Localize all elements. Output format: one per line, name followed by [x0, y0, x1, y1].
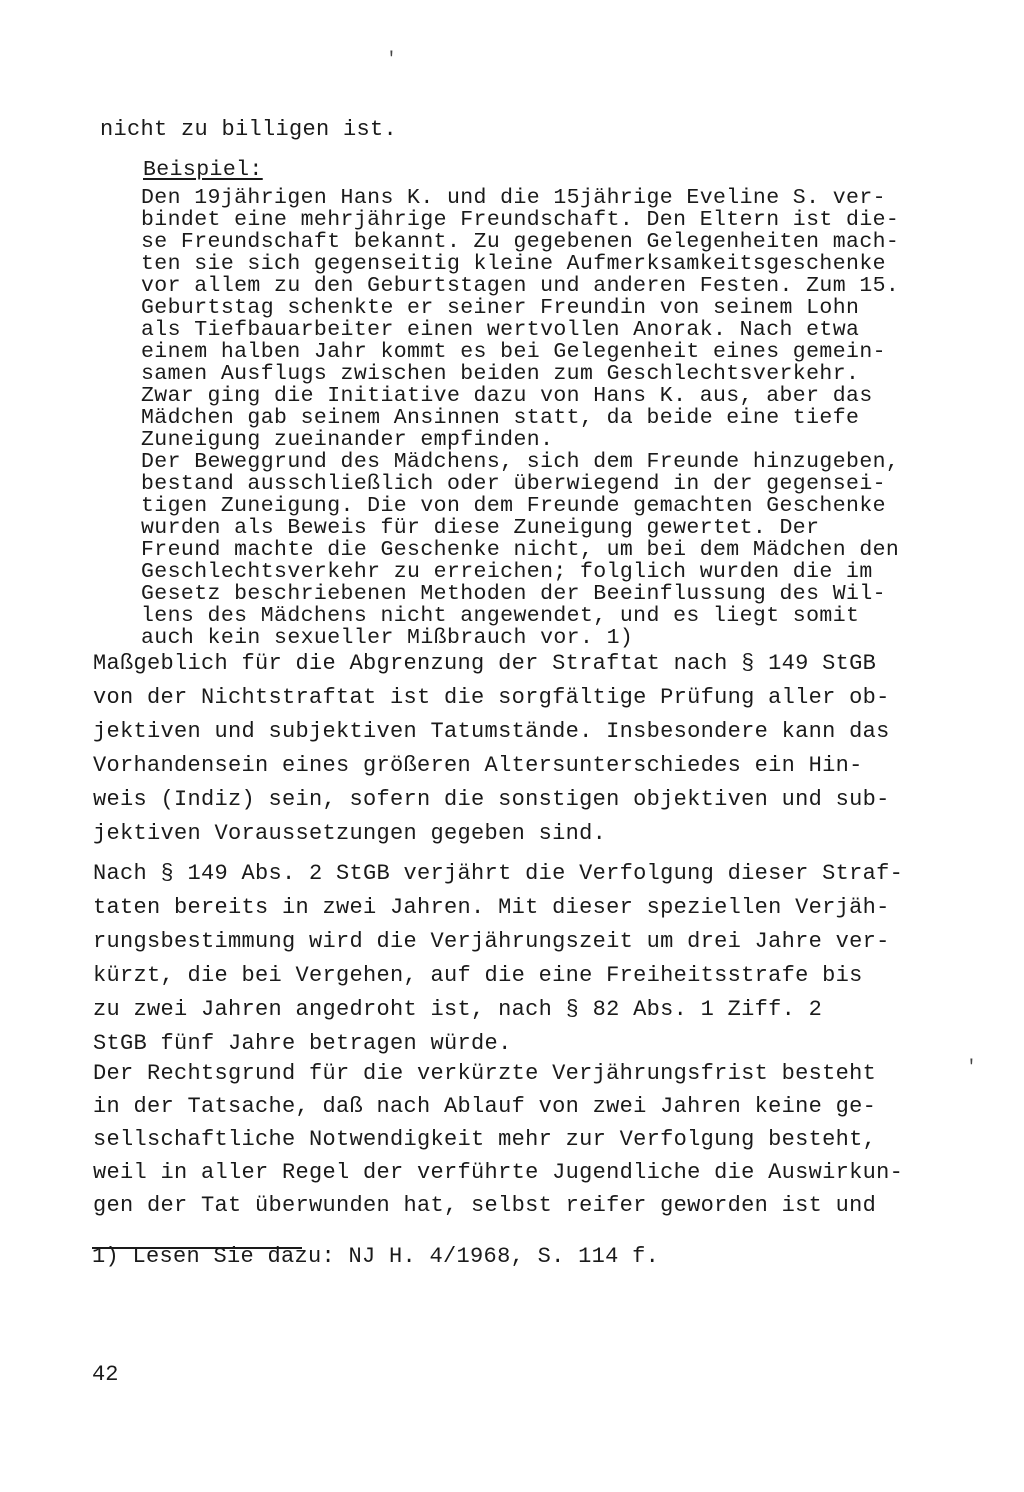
paragraph-line: jektiven Voraussetzungen gegeben sind.	[93, 821, 607, 846]
example-line: bestand ausschließlich oder überwiegend in der gegensei-	[141, 472, 886, 496]
paragraph-line: zu zwei Jahren angedroht ist, nach § 82 Abs. 1 Ziff. 2	[93, 997, 823, 1022]
example-line: einem halben Jahr kommt es bei Gelegenheit eines gemein-	[141, 340, 886, 364]
example-line: wurden als Beweis für diese Zuneigung gewertet. Der	[141, 516, 820, 540]
example-line: bindet eine mehrjährige Freundschaft. Den Eltern ist die-	[141, 208, 900, 232]
scan-mark: '	[966, 1058, 977, 1078]
paragraph-line: gen der Tat überwunden hat, selbst reifer geworden ist und	[93, 1193, 877, 1218]
paragraph-line: rungsbestimmung wird die Verjährungszeit um drei Jahre ver-	[93, 929, 890, 954]
example-line: Geburtstag schenkte er seiner Freundin von seinem Lohn	[141, 296, 860, 320]
paragraph-line: in der Tatsache, daß nach Ablauf von zwei Jahren keine ge-	[93, 1094, 877, 1119]
paragraph-line: StGB fünf Jahre betragen würde.	[93, 1031, 512, 1056]
example-line: samen Ausflugs zwischen beiden zum Geschlechtsverkehr.	[141, 362, 860, 386]
example-line: tigen Zuneigung. Die von dem Freunde gemachten Geschenke	[141, 494, 886, 518]
example-line: Zuneigung zueinander empfinden.	[141, 428, 554, 452]
example-line: Zwar ging die Initiative dazu von Hans K. aus, aber das	[141, 384, 873, 408]
paragraph-line: Maßgeblich für die Abgrenzung der Straftat nach § 149 StGB	[93, 651, 877, 676]
example-line: auch kein sexueller Mißbrauch vor. 1)	[141, 626, 634, 650]
paragraph-line: weis (Indiz) sein, sofern die sonstigen objektiven und sub-	[93, 787, 890, 812]
example-heading: Beispiel:	[143, 158, 263, 182]
paragraph-line: jektiven und subjektiven Tatumstände. Insbesondere kann das	[93, 719, 890, 744]
example-line: Der Beweggrund des Mädchens, sich dem Freunde hinzugeben,	[141, 450, 900, 474]
paragraph-line: sellschaftliche Notwendigkeit mehr zur Verfolgung besteht,	[93, 1127, 877, 1152]
example-line: Geschlechtsverkehr zu erreichen; folglich wurden die im	[141, 560, 873, 584]
footnote: 1) Lesen Sie dazu: NJ H. 4/1968, S. 114 f.	[92, 1244, 660, 1269]
intro-line: nicht zu billigen ist.	[100, 117, 398, 142]
example-line: Mädchen gab seinem Ansinnen statt, da beide eine tiefe	[141, 406, 860, 430]
paragraph-line: weil in aller Regel der verführte Jugendliche die Auswirkun-	[93, 1160, 904, 1185]
paragraph-line: von der Nichtstraftat ist die sorgfältige Prüfung aller ob-	[93, 685, 890, 710]
example-line: als Tiefbauarbeiter einen wertvollen Anorak. Nach etwa	[141, 318, 860, 342]
example-line: Gesetz beschriebenen Methoden der Beeinflussung des Wil-	[141, 582, 886, 606]
paragraph-line: taten bereits in zwei Jahren. Mit dieser speziellen Verjäh-	[93, 895, 890, 920]
paragraph-line: kürzt, die bei Vergehen, auf die eine Freiheitsstrafe bis	[93, 963, 863, 988]
example-line: vor allem zu den Geburtstagen und anderen Festen. Zum 15.	[141, 274, 900, 298]
example-line: lens des Mädchens nicht angewendet, und es liegt somit	[141, 604, 860, 628]
example-line: ten sie sich gegenseitig kleine Aufmerksamkeitsgeschenke	[141, 252, 886, 276]
example-line: Freund machte die Geschenke nicht, um bei dem Mädchen den	[141, 538, 900, 562]
page-number: 42	[92, 1362, 119, 1387]
example-line: Den 19jährigen Hans K. und die 15jährige Eveline S. ver-	[141, 186, 886, 210]
paragraph-line: Vorhandensein eines größeren Altersunterschiedes ein Hin-	[93, 753, 863, 778]
paragraph-line: Nach § 149 Abs. 2 StGB verjährt die Verfolgung dieser Straf-	[93, 861, 904, 886]
paragraph-line: Der Rechtsgrund für die verkürzte Verjährungsfrist besteht	[93, 1061, 877, 1086]
scan-mark: '	[386, 50, 397, 70]
example-line: se Freundschaft bekannt. Zu gegebenen Gelegenheiten mach-	[141, 230, 900, 254]
